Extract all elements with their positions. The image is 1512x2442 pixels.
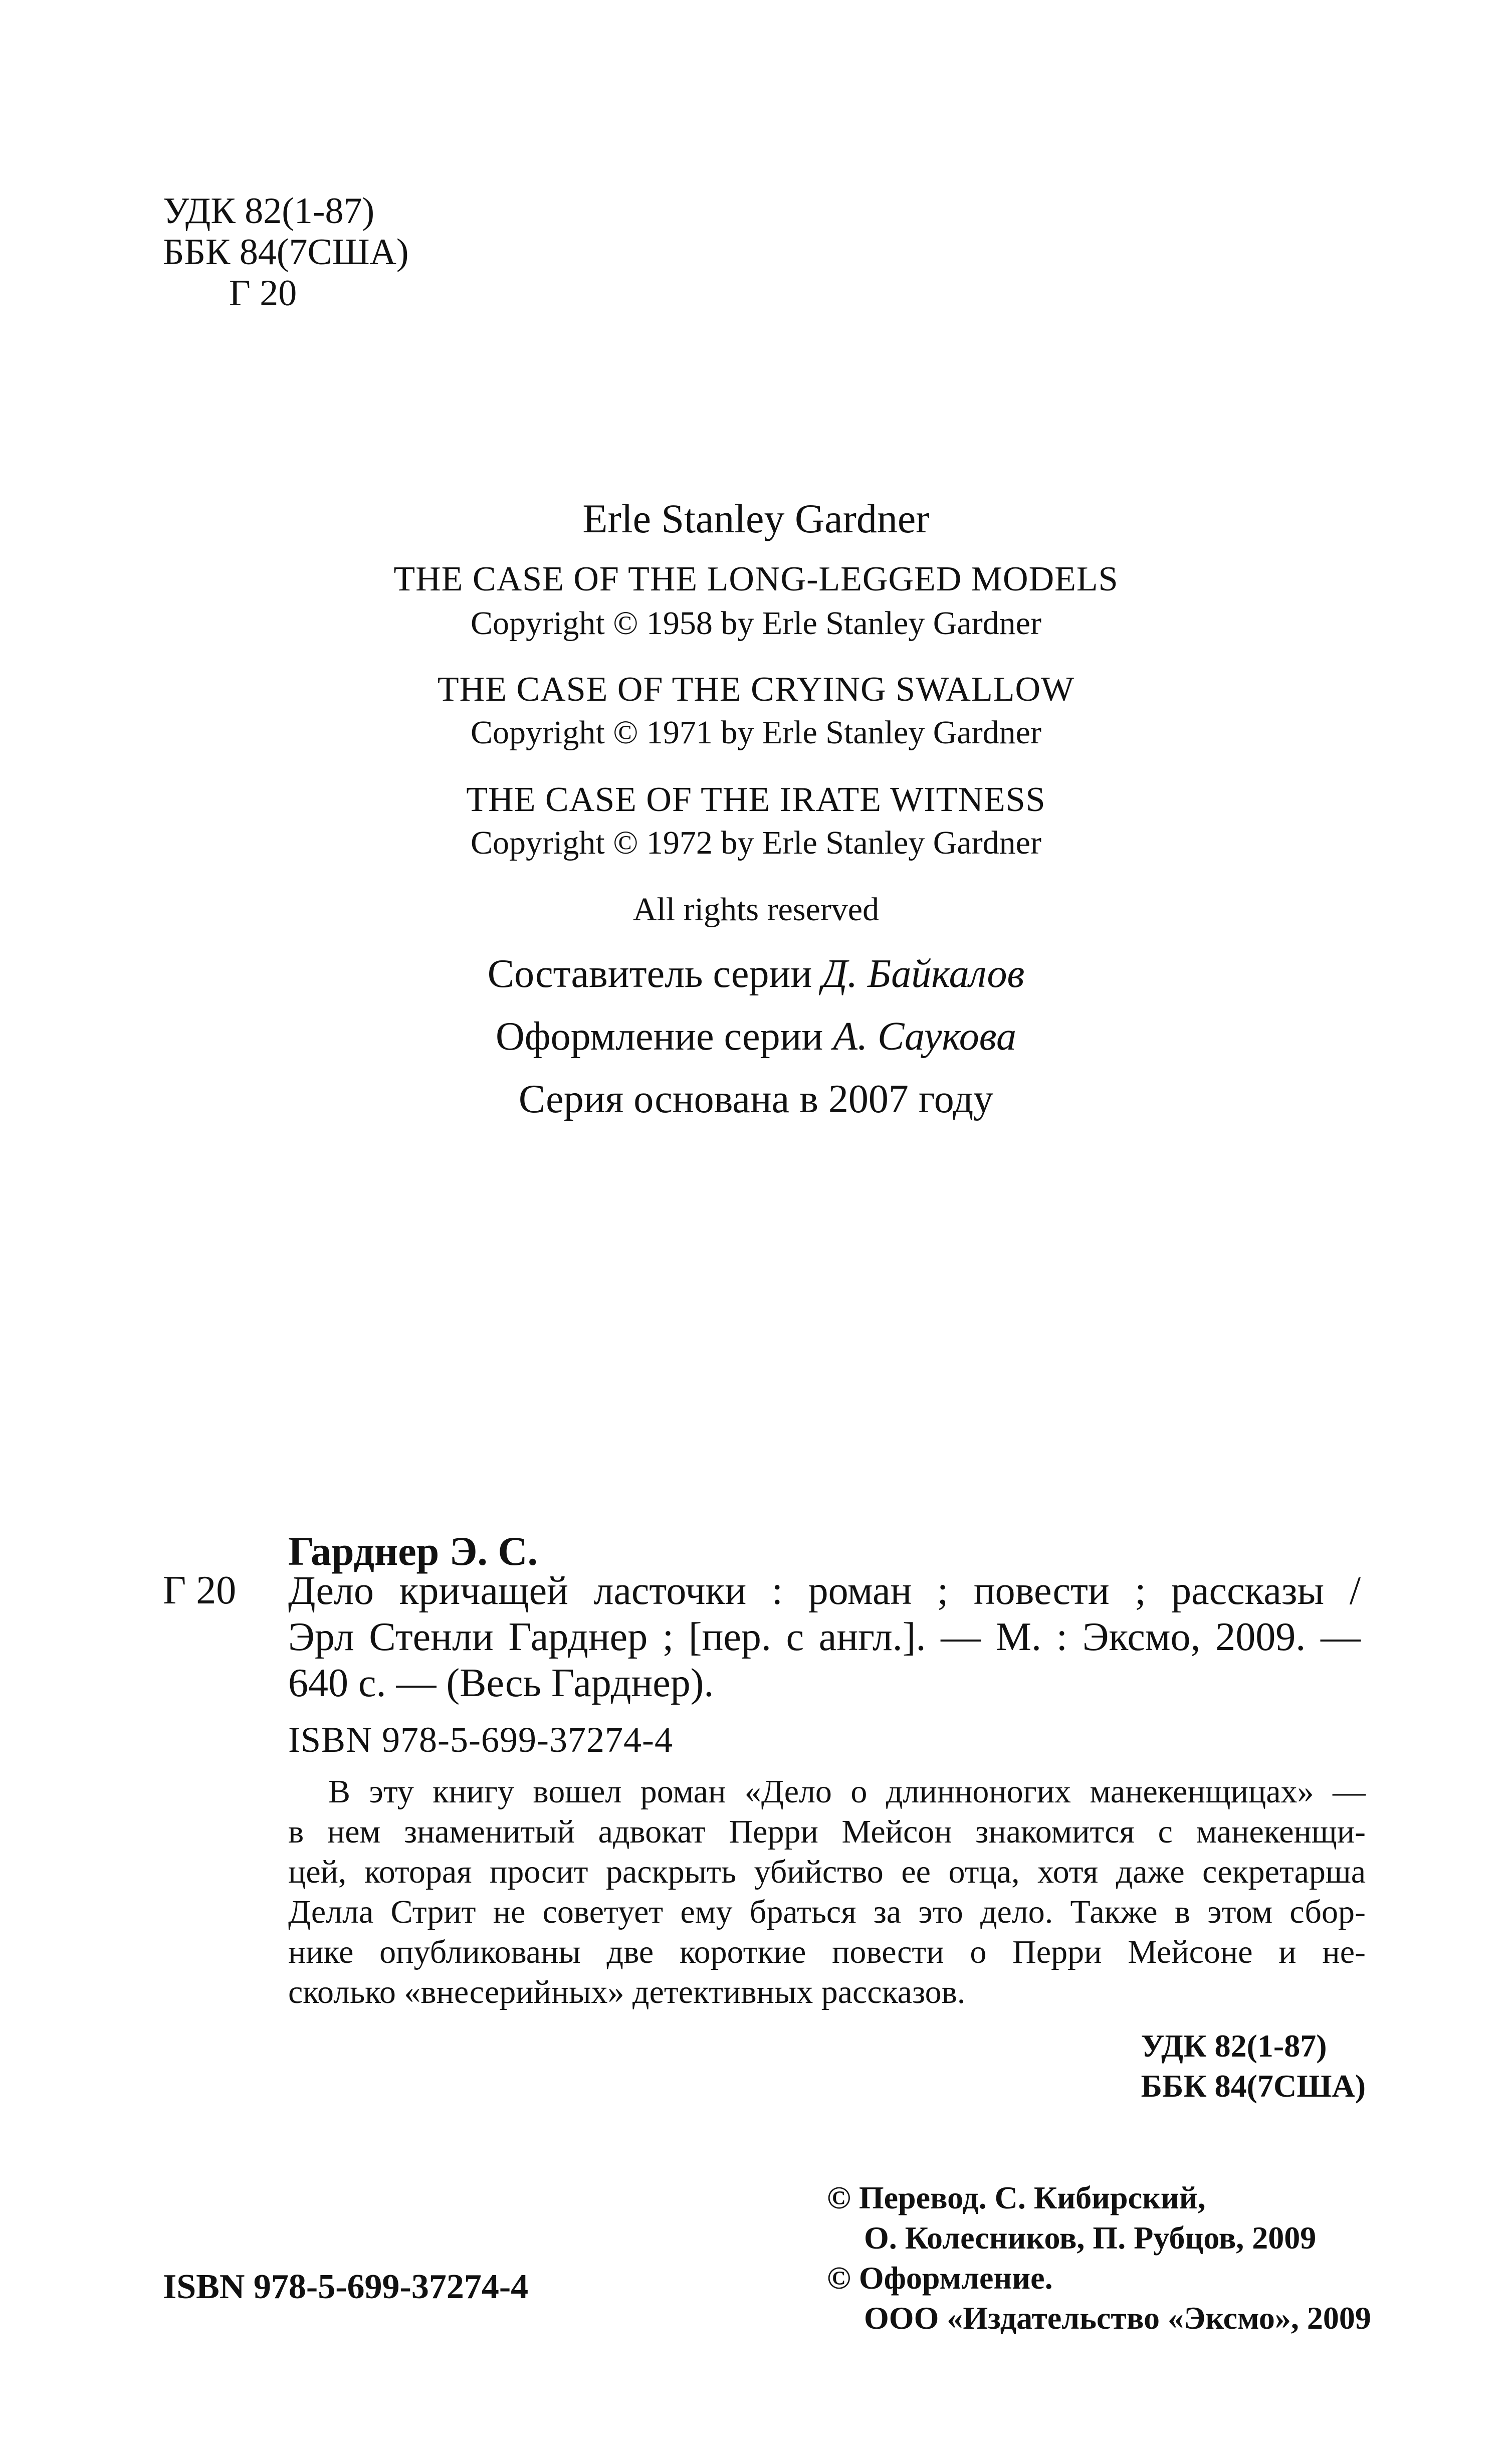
annotation-udk: УДК 82(1-87) [1141,2028,1327,2064]
series-design [0,1012,1512,1061]
annotation-line-4: Делла Стрит не советует ему браться за это дело. Также в этом сбор- [288,1894,1366,1930]
author-mark: Г 20 [229,273,297,314]
annotation [288,1772,1366,2012]
series-compiler-label: Составитель серии [487,952,812,996]
credit-design: © Оформление. [827,2260,1053,2296]
biblio-line-3: 640 с. — (Весь Гарднер). [288,1661,714,1705]
annotation-line-6: сколько «внесерийных» детективных рассказов. [288,1974,966,2010]
bbk-code: ББК 84(7США) [163,232,409,273]
annotation-line-1: В эту книгу вошел роман «Дело о длинноногих манекенщицах» — [328,1773,1366,1810]
annotation-line-2: в нем знаменитый адвокат Перри Мейсон знакомится с манекенщи- [288,1813,1366,1850]
series-compiler [0,950,1512,998]
annotation-classification [1141,2026,1366,2106]
biblio-isbn: ISBN 978-5-699-37274-4 [288,1720,673,1760]
annotation-bbk: ББК 84(7США) [1141,2068,1366,2104]
original-author: Erle Stanley Gardner [582,496,930,541]
work-copyright-3: Copyright © 1972 by Erle Stanley Gardner [471,825,1041,861]
credit-translators: О. Колесников, П. Рубцов, 2009 [864,2220,1317,2256]
biblio-line-2: Эрл Стенли Гарднер ; [пер. с англ.]. — М. : Эксмо, 2009. — [288,1615,1361,1659]
work-copyright-2: Copyright © 1971 by Erle Stanley Gardner [471,714,1041,751]
biblio-description [288,1568,1361,1706]
series-compiler-name: Д. Байкалов [822,952,1025,996]
udk-code: УДК 82(1-87) [163,190,375,232]
work-title-1: THE CASE OF THE LONG-LEGGED MODELS [393,560,1119,598]
work-title-3: THE CASE OF THE IRATE WITNESS [466,780,1046,819]
work-title-2: THE CASE OF THE CRYING SWALLOW [437,670,1075,709]
copyright-credits [827,2178,1371,2338]
credit-translation: © Перевод. С. Кибирский, [827,2180,1206,2215]
credit-publisher: ООО «Издательство «Эксмо», 2009 [864,2300,1371,2336]
annotation-line-3: цей, которая просит раскрыть убийство ее отца, хотя даже секретарша [288,1854,1366,1890]
series-design-name: А. Саукова [833,1014,1016,1059]
biblio-code: Г 20 [163,1568,237,1612]
series-founded: Серия основана в 2007 году [518,1077,994,1121]
biblio-line-1: Дело кричащей ласточки : роман ; повести ; рассказы / [288,1569,1361,1613]
work-copyright-1: Copyright © 1958 by Erle Stanley Gardner [471,605,1041,642]
footer-isbn: ISBN 978-5-699-37274-4 [163,2268,529,2306]
annotation-line-5: нике опубликованы две короткие повести о Перри Мейсоне и не- [288,1934,1366,1970]
series-design-label: Оформление серии [496,1014,823,1059]
biblio-author: Гарднер Э. С. [288,1528,538,1574]
rights-reserved: All rights reserved [632,891,880,928]
classification-codes [163,190,409,314]
